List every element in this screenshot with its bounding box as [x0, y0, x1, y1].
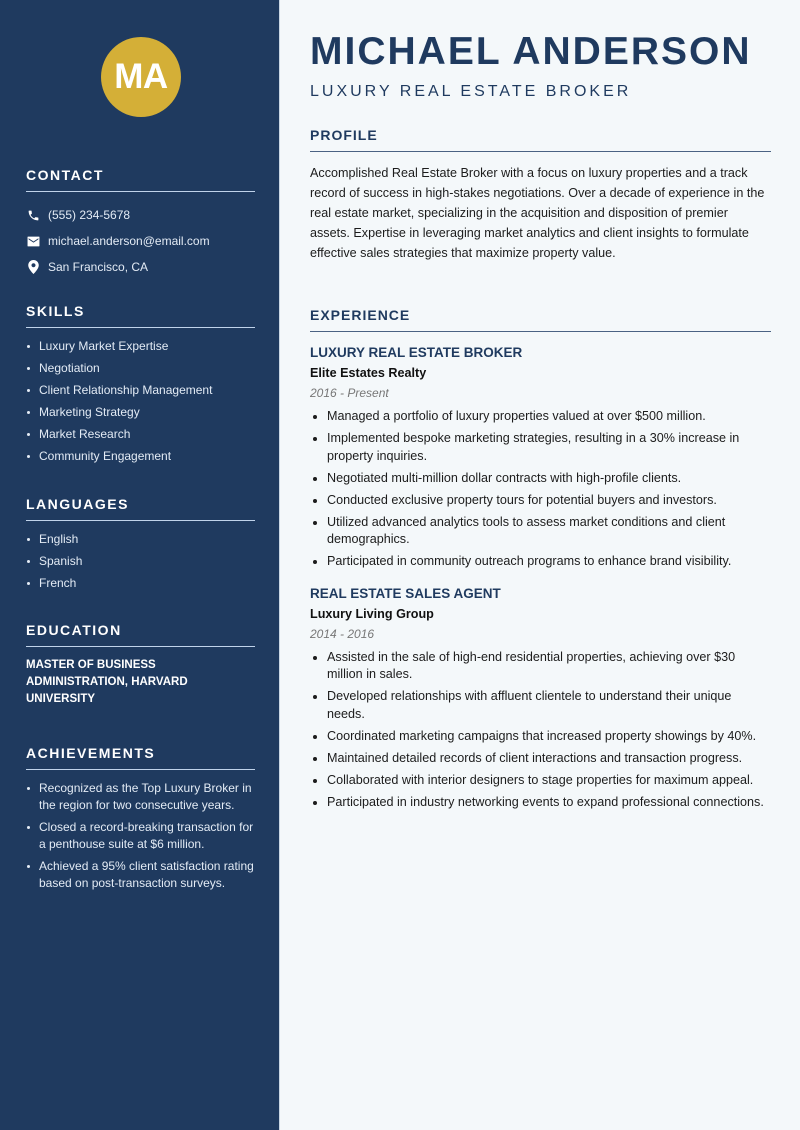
job-bullet: Participated in community outreach programs to enhance brand visibility. [310, 553, 771, 571]
location-icon [26, 260, 40, 274]
skills-section [26, 303, 255, 470]
languages-list [26, 531, 255, 592]
job-bullet: Assisted in the sale of high-end residential properties, achieving over $30 million in sales. [310, 649, 771, 684]
job-bullets [310, 408, 771, 571]
language-item: French [26, 575, 255, 592]
profile-heading: PROFILE [310, 127, 771, 152]
achievements-list [26, 780, 255, 892]
contact-heading: CONTACT [26, 167, 255, 192]
avatar [101, 37, 181, 117]
candidate-title: LUXURY REAL ESTATE BROKER [310, 83, 632, 100]
job-bullet: Negotiated multi-million dollar contracts with high-profile clients. [310, 470, 771, 488]
achievements-heading: ACHIEVEMENTS [26, 745, 255, 770]
contact-email [26, 228, 255, 254]
language-item: English [26, 531, 255, 548]
skill-item: Community Engagement [26, 448, 255, 465]
contact-location [26, 254, 255, 280]
languages-section [26, 496, 255, 597]
job-company: Elite Estates Realty [310, 366, 427, 380]
skill-item: Negotiation [26, 360, 255, 377]
profile-summary: Accomplished Real Estate Broker with a focus on luxury properties and a track record of success in high-stakes negotiations. Over a decade of experience in the real estate market, specializing in the acquisition and disposition of premier assets. Expertise in leveraging market analytics and client insights to formulate effective sales strategies that maximize property value. [310, 166, 765, 260]
skill-item: Client Relationship Management [26, 382, 255, 399]
job-bullet: Maintained detailed records of client interactions and transaction progress. [310, 750, 771, 768]
candidate-name: MICHAEL ANDERSON [310, 30, 752, 73]
education-degree: MASTER OF BUSINESS ADMINISTRATION, HARVARD UNIVERSITY [26, 659, 188, 705]
contact-email-text[interactable]: michael.anderson@email.com [48, 234, 210, 248]
skill-item: Market Research [26, 426, 255, 443]
job-bullet: Participated in industry networking events to expand professional connections. [310, 794, 771, 812]
job-title: LUXURY REAL ESTATE BROKER [310, 345, 523, 360]
contact-phone [26, 202, 255, 228]
job-title: REAL ESTATE SALES AGENT [310, 585, 501, 601]
job-company: Luxury Living Group [310, 606, 434, 621]
job-bullet: Implemented bespoke marketing strategies, resulting in a 30% increase in property inquiries. [310, 430, 771, 465]
contact-phone-text[interactable]: (555) 234-5678 [48, 208, 131, 222]
experience-section [310, 307, 771, 816]
job-bullets [310, 649, 771, 812]
job-bullet: Managed a portfolio of luxury properties valued at over $500 million. [310, 408, 771, 426]
job-entry [310, 345, 771, 571]
education-section [26, 622, 255, 708]
skill-item: Luxury Market Expertise [26, 338, 255, 355]
contact-location-text: San Francisco, CA [48, 260, 149, 274]
email-icon [26, 234, 40, 248]
profile-section [310, 127, 771, 263]
job-dates: 2014 - 2016 [310, 626, 375, 641]
contact-section [26, 167, 255, 280]
job-bullet: Coordinated marketing campaigns that increased property showings by 40%. [310, 728, 771, 746]
phone-icon [26, 208, 40, 222]
languages-heading: LANGUAGES [26, 496, 255, 521]
sidebar [0, 0, 280, 1130]
job-bullet: Conducted exclusive property tours for potential buyers and investors. [310, 492, 771, 510]
skill-item: Marketing Strategy [26, 404, 255, 421]
job-dates: 2016 - Present [310, 386, 389, 400]
achievement-item: Achieved a 95% client satisfaction rating based on post-transaction surveys. [26, 858, 255, 892]
experience-heading: EXPERIENCE [310, 307, 771, 332]
job-bullet: Utilized advanced analytics tools to assess market conditions and client demographics. [310, 514, 771, 549]
job-bullet: Developed relationships with affluent clientele to understand their unique needs. [310, 688, 771, 723]
education-heading: EDUCATION [26, 622, 255, 647]
job-entry [310, 586, 771, 812]
avatar-initials: MA [114, 57, 168, 96]
job-bullet: Collaborated with interior designers to stage properties for maximum appeal. [310, 772, 771, 790]
achievements-section [26, 745, 255, 897]
achievement-item: Closed a record-breaking transaction for a penthouse suite at $6 million. [26, 819, 255, 853]
skills-list [26, 338, 255, 465]
language-item: Spanish [26, 553, 255, 570]
skills-heading: SKILLS [26, 303, 255, 328]
achievement-item: Recognized as the Top Luxury Broker in the region for two consecutive years. [26, 780, 255, 814]
